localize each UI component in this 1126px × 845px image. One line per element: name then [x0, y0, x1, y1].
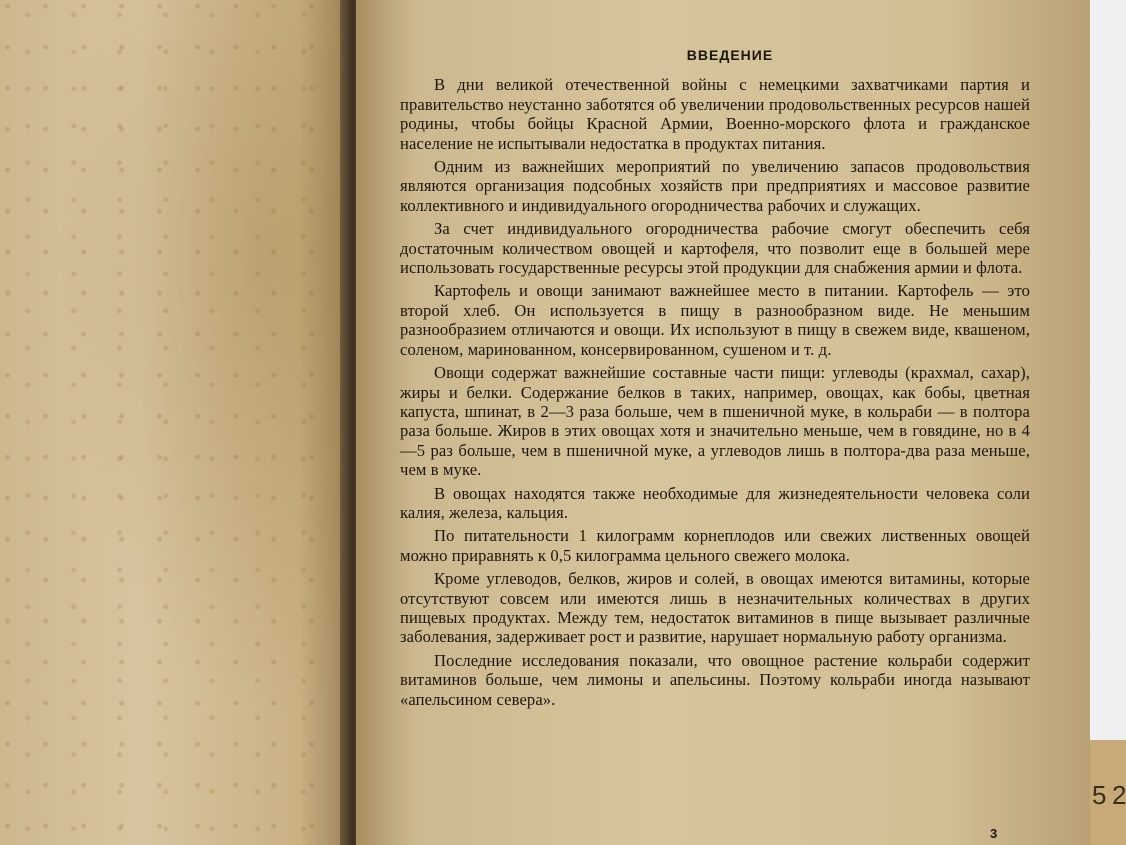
background-surface: [1090, 0, 1126, 740]
paragraph: За счет индивидуального огородничества рабочие смогут обеспечить себя достаточным количеством овощей и картофеля, что позволит еще в большей мере использовать государственные ресурсы этой продукции для снабжения армии и флота.: [400, 219, 1030, 278]
paragraph: В овощах находятся также необходимые для жизнедеятельности человека соли калия, железа, кальция.: [400, 483, 1030, 522]
paragraph: По питательности 1 килограмм корнеплодов или свежих лиственных овощей можно приравнять к 0,5 килограмма цельного свежего молока.: [400, 526, 1030, 565]
ruler-mark: 2: [1112, 780, 1126, 810]
page-heading: ВВЕДЕНИЕ: [686, 47, 774, 63]
paragraph: Одним из важнейших мероприятий по увеличению запасов продовольствия являются организация подсобных хозяйств при предприятиях и массовое развитие коллективного и индивидуального огородничества рабочих и служащих.: [400, 157, 1030, 215]
paragraph: Овощи содержат важнейшие составные части пищи: углеводы (крахмал, сахар), жиры и белки. Содержание белков в таких, например, овощах, как бобы, цветная капуста, шпинат, в 2—3 раза больше, чем в пшеничной муке, в кольраби — в полтора раза больше. Жиров в этих овощах хотя и значительно меньше, чем в говядине, но в 4—5 раз больше, чем в пшеничной муке, а углеводов лишь в полтора-два раза меньше, чем в муке.: [400, 363, 1030, 480]
ruler: [1090, 740, 1126, 845]
page-number: 3: [990, 826, 998, 841]
paragraph: Кроме углеводов, белков, жиров и солей, в овощах имеются витамины, которые отсутствуют совсем или имеются лишь в незначительных количествах в других пищевых продуктах. Между тем, недостаток витаминов в пище вызывает различные заболевания, задерживает рост и развитие, нарушает нормальную работу организма.: [400, 569, 1030, 647]
left-page-blank: [0, 0, 352, 845]
page-text: [400, 46, 1030, 713]
ruler-mark: 5: [1092, 780, 1107, 810]
paragraph: В дни великой отечественной войны с немецкими захватчиками партия и правительство неустанно заботятся об увеличении продовольственных ресурсов нашей родины, чтобы бойцы Красной Армии, Военно-морского флота и гражданское население не испытывали недостатка в продуктах питания.: [400, 75, 1030, 153]
paragraph: Последние исследования показали, что овощное растение кольраби содержит витаминов больше, чем лимоны и апельсины. Поэтому кольраби иногда называют «апельсином севера».: [400, 650, 1030, 709]
paragraph: Картофель и овощи занимают важнейшее место в питании. Картофель — это второй хлеб. Он используется в пищу в разнообразном виде. Не меньшим разнообразием отличаются и овощи. Их используют в пищу в свежем виде, квашеном, соленом, маринованном, консервированном, сушеном и т. д.: [400, 281, 1030, 359]
